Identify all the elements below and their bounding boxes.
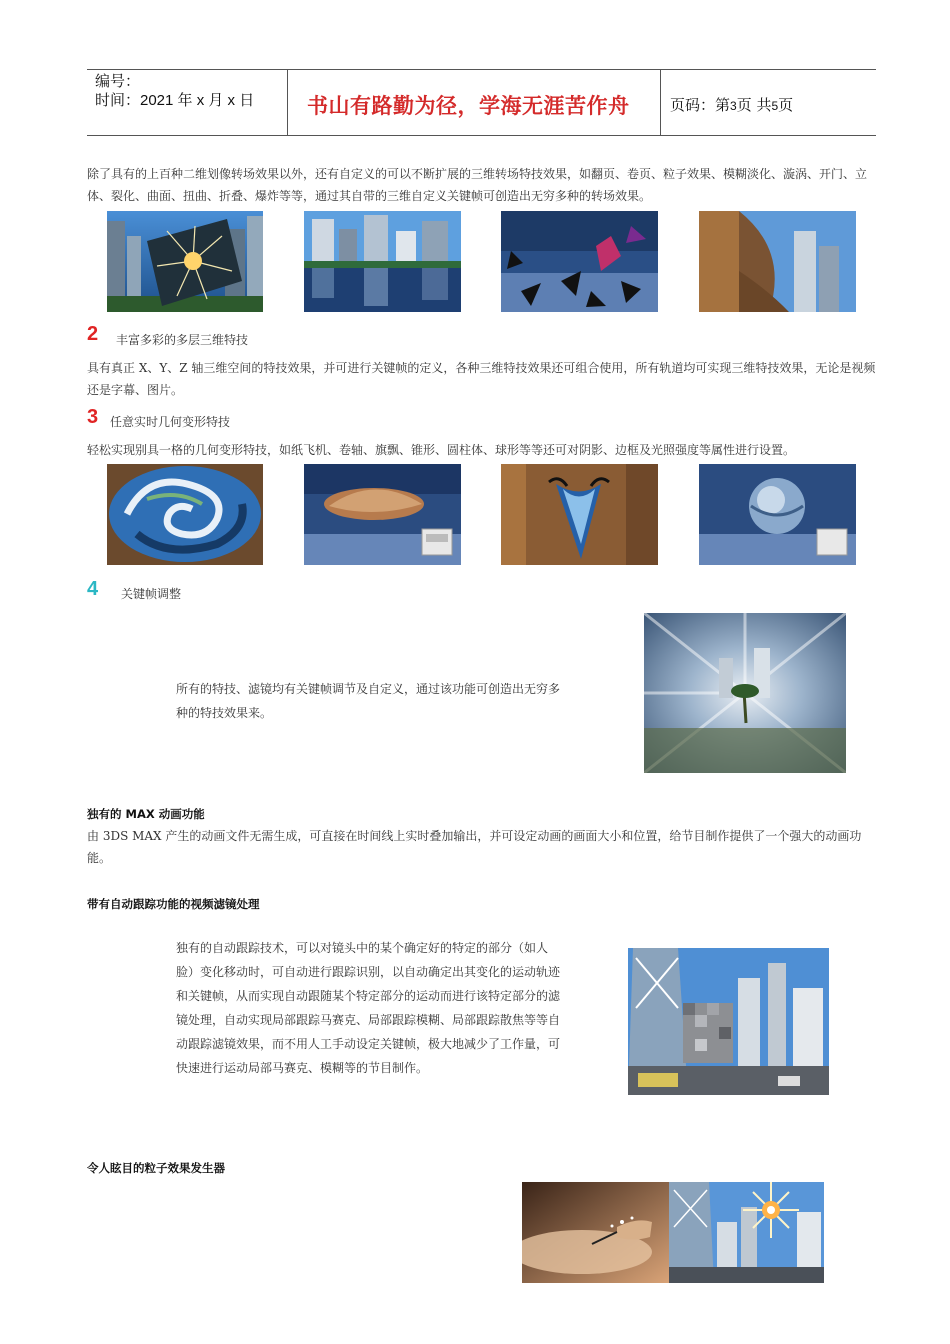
- header-bottom-rule: [87, 135, 876, 136]
- tracking-heading: 带有自动跟踪功能的视频滤镜处理: [87, 897, 260, 911]
- particle-writing-image: [522, 1182, 669, 1283]
- section-4-number: 4: [87, 578, 99, 600]
- transition-explosion-image: [107, 211, 263, 312]
- header-divider-left: [287, 69, 288, 135]
- keyframe-zoom-blur-image: [644, 613, 846, 773]
- transition-shatter-image: [501, 211, 658, 312]
- page-prefix: 页码：第: [670, 96, 731, 114]
- section-3-paragraph: 轻松实现别具一格的几何变形特技，如纸飞机、卷轴、旗飘、锥形、圆柱体、球形等等还可对阴影、边框及光照强度等属性进行设置。: [87, 443, 796, 457]
- page-total: 5: [771, 99, 779, 113]
- max-heading: 独有的 MAX 动画功能: [87, 807, 205, 821]
- tracking-paragraph: 独有的自动跟踪技术，可以对镜头中的某个确定好的特定的部分（如人脸）变化移动时，可自动进行跟踪识别，以自动确定出其变化的运动轨迹和关键帧，从而实现自动跟随某个特定部分的运动而进行该特定部分的滤镜处理，自动实现局部跟踪马赛克、局部跟踪模糊、局部跟踪散焦等等自动跟踪滤镜效果，而不用人工手动设定关键帧，极大地减少了工作量，可快速进行运动局部马赛克、模糊等的节目制作。: [176, 941, 561, 1075]
- header-motto: 书山有路勤为径，学海无涯苦作舟: [307, 94, 630, 118]
- deform-paper-plane-image: [304, 464, 461, 565]
- header-top-rule: [87, 69, 876, 70]
- section-2-title: 丰富多彩的多层三维特技: [116, 333, 249, 347]
- intro-paragraph: 除了具有的上百种二维划像转场效果以外，还有自定义的可以不断扩展的三维转场特技效果，如翻页、卷页、粒子效果、模糊淡化、漩涡、开门、立体、裂化、曲面、扭曲、折叠、爆炸等等，通过其自带的三维自定义关键帧可创造出无穷多种的转场效果。: [87, 167, 868, 203]
- header-code-label: 编号：: [95, 73, 141, 90]
- deform-sphere-image: [699, 464, 856, 565]
- section-3-number: 3: [87, 406, 99, 428]
- section-4-paragraph: 所有的特技、滤镜均有关键帧调节及自定义，通过该功能可创造出无穷多种的特技效果来。: [176, 682, 561, 720]
- section-2-number: 2: [87, 323, 99, 345]
- header-divider-right: [660, 69, 661, 135]
- transition-curl-image: [699, 211, 856, 312]
- header-page-number: [670, 94, 793, 115]
- section-2-paragraph: 具有真正 X、Y、Z 轴三维空间的特技效果，并可进行关键帧的定义，各种三维特技效果还可组合使用，所有轨道均可实现三维特技效果，无论是视频还是字幕、图片。: [87, 361, 876, 397]
- particle-starburst-image: [669, 1182, 824, 1283]
- deform-cone-image: [501, 464, 658, 565]
- deform-swirl-image: [107, 464, 263, 565]
- header-date: 时间：2021 年 x 月 x 日: [95, 92, 255, 109]
- tracking-mosaic-image: [628, 948, 829, 1095]
- max-paragraph: 由 3DS MAX 产生的动画文件无需生成，可直接在时间线上实时叠加输出，并可设定动画的画面大小和位置，给节目制作提供了一个强大的动画功能。: [87, 829, 862, 865]
- particle-heading: 令人眩目的粒子效果发生器: [87, 1161, 225, 1175]
- page-suffix: 页: [778, 96, 794, 114]
- page-mid: 页 共: [736, 96, 772, 114]
- section-4-title: 关键帧调整: [121, 587, 182, 601]
- page-current: 3: [730, 99, 737, 113]
- section-3-title: 任意实时几何变形特技: [110, 415, 231, 429]
- transition-reflection-image: [304, 211, 461, 312]
